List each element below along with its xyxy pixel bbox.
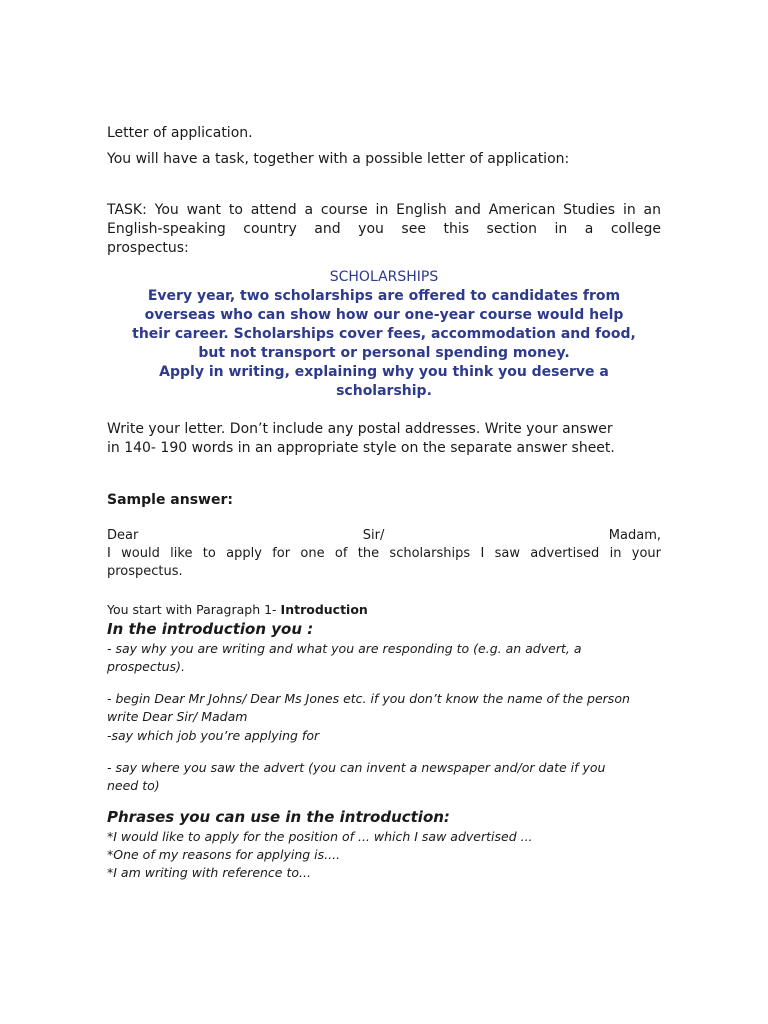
intro-sentence: You will have a task, together with a possible letter of application: [107,151,570,167]
document-page [107,124,661,882]
list-item [107,864,661,882]
list-item [107,828,661,846]
point-line: -say which job you’re applying for [107,728,320,743]
salutation-word: Madam, [608,528,661,543]
intro-points [107,640,661,795]
salutation-word: Dear [107,528,139,543]
prospectus-line: but not transport or personal spending money. [198,345,570,361]
list-item [107,690,661,726]
phrase-text: One of my reasons for applying is.... [113,847,341,862]
list-item [107,727,661,745]
point-line: - say where you saw the advert (you can invent a newspaper and/or date if you [107,760,606,775]
point-line: - begin Dear Mr Johns/ Dear Ms Jones etc. if you don’t know the name of the person [107,691,630,706]
sample-line-1: I would like to apply for one of the scholarships I saw advertised in your [107,546,661,561]
salutation [107,527,661,545]
bullet-glyph: * [107,865,114,880]
paragraph-label-bold: Introduction [280,602,368,617]
task-block [107,201,661,258]
phrase-text: I am writing with reference to... [113,865,311,880]
point-line: prospectus). [107,659,185,674]
instruction-line-1: Write your letter. Don’t include any postal addresses. Write your answer [107,421,613,437]
sample-line-2: prospectus. [107,564,183,579]
prospectus-line: Every year, two scholarships are offered to candidates from [147,288,621,304]
phrase-text: I would like to apply for the position of ... which I saw advertised ... [113,829,533,844]
prospectus-line: their career. Scholarships cover fees, accommodation and food, [132,326,636,342]
phrases-heading: Phrases you can use in the introduction: [107,808,450,826]
list-item [107,846,661,864]
point-line: - say why you are writing and what you are responding to (e.g. an advert, a [107,641,582,656]
paragraph-label [107,601,661,619]
salutation-word: Sir/ [362,528,385,543]
document-title: Letter of application. [107,125,253,141]
instruction-block [107,420,661,458]
sample-letter [107,527,661,581]
list-item [107,640,661,676]
point-line: need to) [107,778,160,793]
task-line-2: English-speaking country and you see this section in a college [107,221,661,237]
bullet-glyph: * [107,847,114,862]
prospectus-line: Apply in writing, explaining why you think you deserve a [159,364,609,380]
point-line: write Dear Sir/ Madam [107,709,248,724]
intro-heading: In the introduction you : [107,620,314,638]
prospectus-excerpt [107,268,661,401]
bullet-glyph: * [107,829,114,844]
instruction-line-2: in 140- 190 words in an appropriate style on the separate answer sheet. [107,440,615,456]
sample-heading: Sample answer: [107,492,233,508]
list-item [107,759,661,795]
task-line-3: prospectus: [107,240,189,256]
phrases-list [107,828,661,882]
paragraph-label-text: You start with Paragraph 1- [107,602,281,617]
prospectus-line: overseas who can show how our one-year course would help [144,307,624,323]
task-line-1: TASK: You want to attend a course in English and American Studies in an [107,202,661,218]
prospectus-line: scholarship. [336,383,432,399]
prospectus-heading: SCHOLARSHIPS [329,269,439,285]
